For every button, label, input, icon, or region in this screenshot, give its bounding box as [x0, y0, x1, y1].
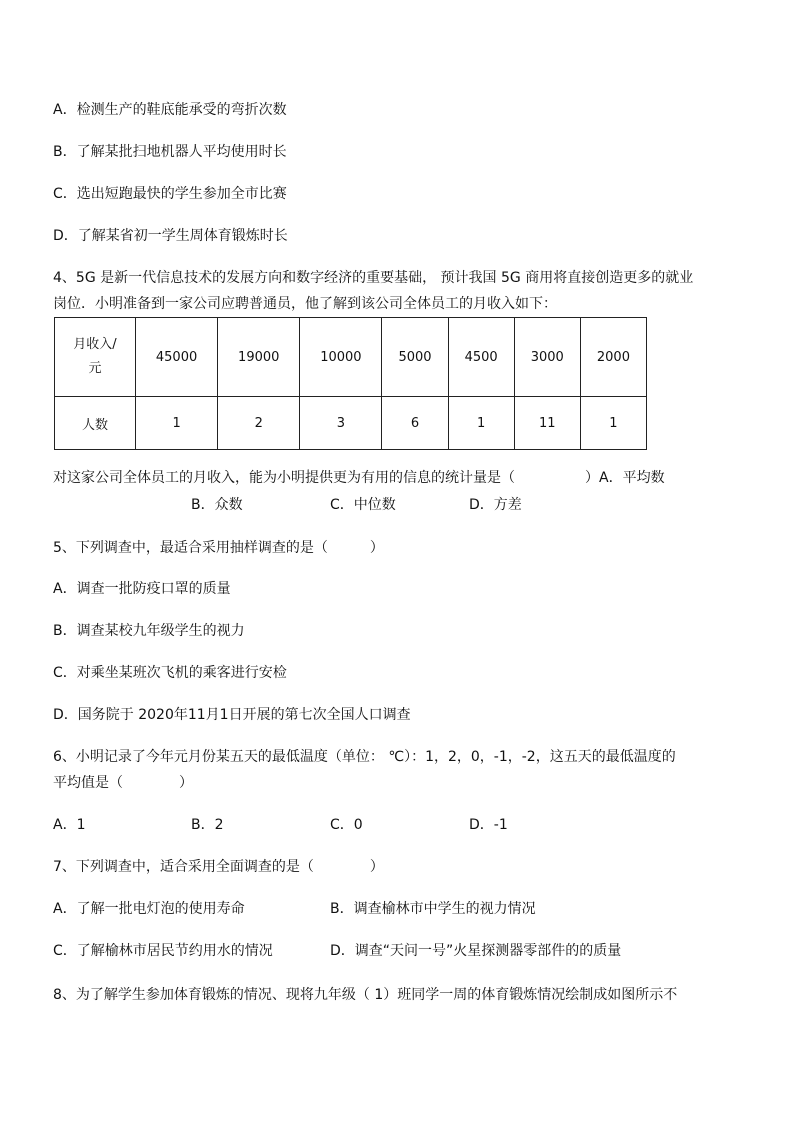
count-cell: 1: [136, 397, 218, 450]
q7-option-d: D．调查“天问一号”火星探测器零部件的的质量: [330, 943, 622, 959]
q6-stem-line-2: 平均值是（ ）: [53, 775, 193, 791]
income-cell: 2000: [580, 318, 646, 397]
q5-option-c: C．对乘坐某班次飞机的乘客进行安检: [53, 665, 287, 681]
count-row: [55, 397, 647, 450]
q6-option-c: C．0: [330, 817, 363, 833]
count-cell: 3: [300, 397, 382, 450]
income-cell: 3000: [514, 318, 580, 397]
q5-option-a: A．调查一批防疫口罩的质量: [53, 581, 231, 597]
q4-stem-line-1: 4、5G 是新一代信息技术的发展方向和数字经济的重要基础， 预计我国 5G 商用将直接创造更多的就业: [53, 270, 694, 286]
count-cell: 1: [580, 397, 646, 450]
q3-option-a: A．检测生产的鞋底能承受的弯折次数: [53, 102, 287, 118]
q4-option-c: C．中位数: [330, 497, 396, 513]
q6-stem-line-1: 6、小明记录了今年元月份某五天的最低温度（单位： ℃）：1，2，0，-1，-2，这五天的最低温度的: [53, 749, 676, 765]
q6-option-b: B．2: [191, 817, 224, 833]
q4-stem-line-2: 岗位．小明准备到一家公司应聘普通员，他了解到该公司全体员工的月收入如下：: [53, 296, 557, 312]
q3-option-d: D．了解某省初一学生周体育锻炼时长: [53, 228, 288, 244]
q7-stem: 7、下列调查中，适合采用全面调查的是（ ）: [53, 859, 384, 875]
count-header-cell: 人数: [55, 397, 136, 450]
q7-option-c: C．了解榆林市居民节约用水的情况: [53, 943, 273, 959]
q5-stem: 5、下列调查中，最适合采用抽样调查的是（ ）: [53, 540, 384, 556]
q5-option-d: D．国务院于 2020年11月1日开展的第七次全国人口调查: [53, 707, 411, 723]
count-cell: 2: [218, 397, 300, 450]
q6-option-a: A．1: [53, 817, 86, 833]
income-row: [55, 318, 647, 397]
income-header-line-1: 月收入/: [73, 337, 117, 352]
q8-stem-line-1: 8、为了解学生参加体育锻炼的情况、现将九年级（ 1）班同学一周的体育锻炼情况绘制成如图所示不: [53, 987, 678, 1003]
income-cell: 5000: [382, 318, 448, 397]
income-cell: 4500: [448, 318, 514, 397]
count-cell: 11: [514, 397, 580, 450]
q7-option-b: B．调查榆林市中学生的视力情况: [330, 901, 536, 917]
income-header-cell: [55, 318, 136, 397]
count-cell: 6: [382, 397, 448, 450]
count-cell: 1: [448, 397, 514, 450]
q3-option-c: C．选出短跑最快的学生参加全市比赛: [53, 186, 287, 202]
q7-option-a: A．了解一批电灯泡的使用寿命: [53, 901, 245, 917]
income-cell: 45000: [136, 318, 218, 397]
income-header-line-2: 元: [88, 361, 102, 376]
q5-option-b: B．调查某校九年级学生的视力: [53, 623, 245, 639]
q4-option-b: B．众数: [191, 497, 243, 513]
income-cell: 10000: [300, 318, 382, 397]
q4-question: 对这家公司全体员工的月收入，能为小明提供更为有用的信息的统计量是（ ）A．平均数: [53, 470, 665, 486]
q6-option-d: D．-1: [469, 817, 508, 833]
q4-option-d: D．方差: [469, 497, 522, 513]
income-table: [54, 317, 647, 450]
q3-option-b: B．了解某批扫地机器人平均使用时长: [53, 144, 287, 160]
income-cell: 19000: [218, 318, 300, 397]
